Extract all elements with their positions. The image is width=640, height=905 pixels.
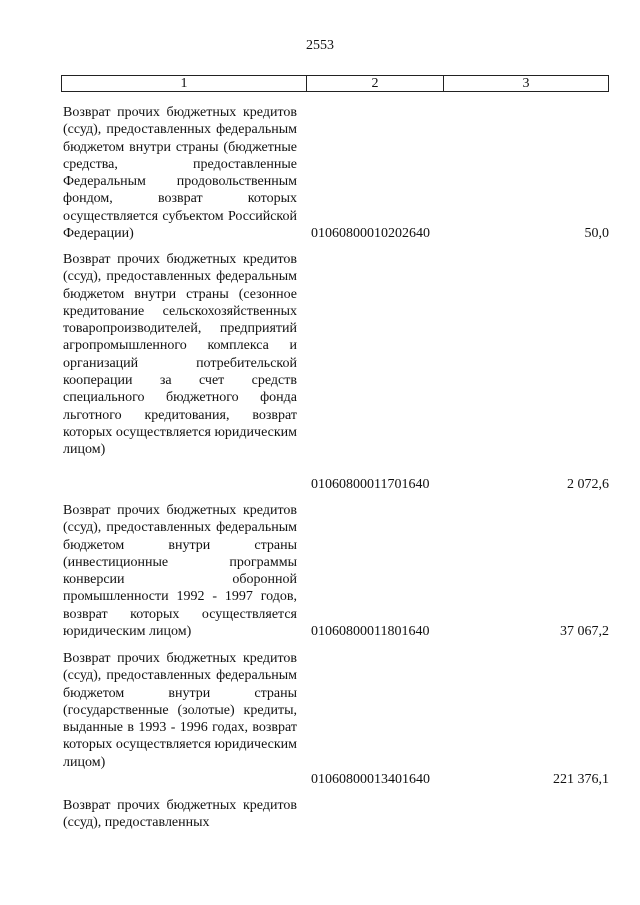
row-description: Возврат прочих бюджетных кредитов (ссуд), предоставленных федеральным бюджетом внутри страны (бюджетные средства, предоставленные Федеральным продовольственным фондом, возврат которых осуществляется субъектом Российской Федерации)	[63, 105, 297, 242]
column-header-2: 2	[307, 76, 444, 91]
page-number: 2553	[306, 38, 334, 53]
row-amount: 37 067,2	[560, 624, 609, 639]
row-code: 01060800013401640	[311, 772, 430, 787]
row-code: 01060800010202640	[311, 226, 430, 241]
row-description: Возврат прочих бюджетных кредитов (ссуд), предоставленных федеральным бюджетом внутри страны (государственные (золотые) кредиты, выданные в 1993 - 1996 годах, возврат которых осуществляется юридическим лицом)	[63, 651, 297, 770]
row-amount: 50,0	[584, 226, 609, 241]
row-description: Возврат прочих бюджетных кредитов (ссуд), предоставленных федеральным бюджетом внутри страны (инвестиционные программы конверсии оборонной промышленности 1992 - 1997 годов, возврат которых осуществляется юридическим лицом)	[63, 503, 297, 640]
column-header-1: 1	[62, 76, 307, 91]
row-amount: 221 376,1	[553, 772, 609, 787]
row-description: Возврат прочих бюджетных кредитов (ссуд), предоставленных федеральным бюджетом внутри страны (сезонное кредитование сельскохозяйственных товаропроизводителей, предприятий агропромышленного комплекса и организаций потребительской кооперации за счет средств специального бюджетного фонда льготного кредитования, возврат которых осуществляется юридическим лицом)	[63, 252, 297, 458]
table-header	[61, 75, 609, 92]
row-code: 01060800011701640	[311, 477, 430, 492]
row-code: 01060800011801640	[311, 624, 430, 639]
row-description: Возврат прочих бюджетных кредитов (ссуд), предоставленных	[63, 798, 297, 831]
column-header-3: 3	[522, 75, 530, 91]
row-amount: 2 072,6	[567, 477, 609, 492]
